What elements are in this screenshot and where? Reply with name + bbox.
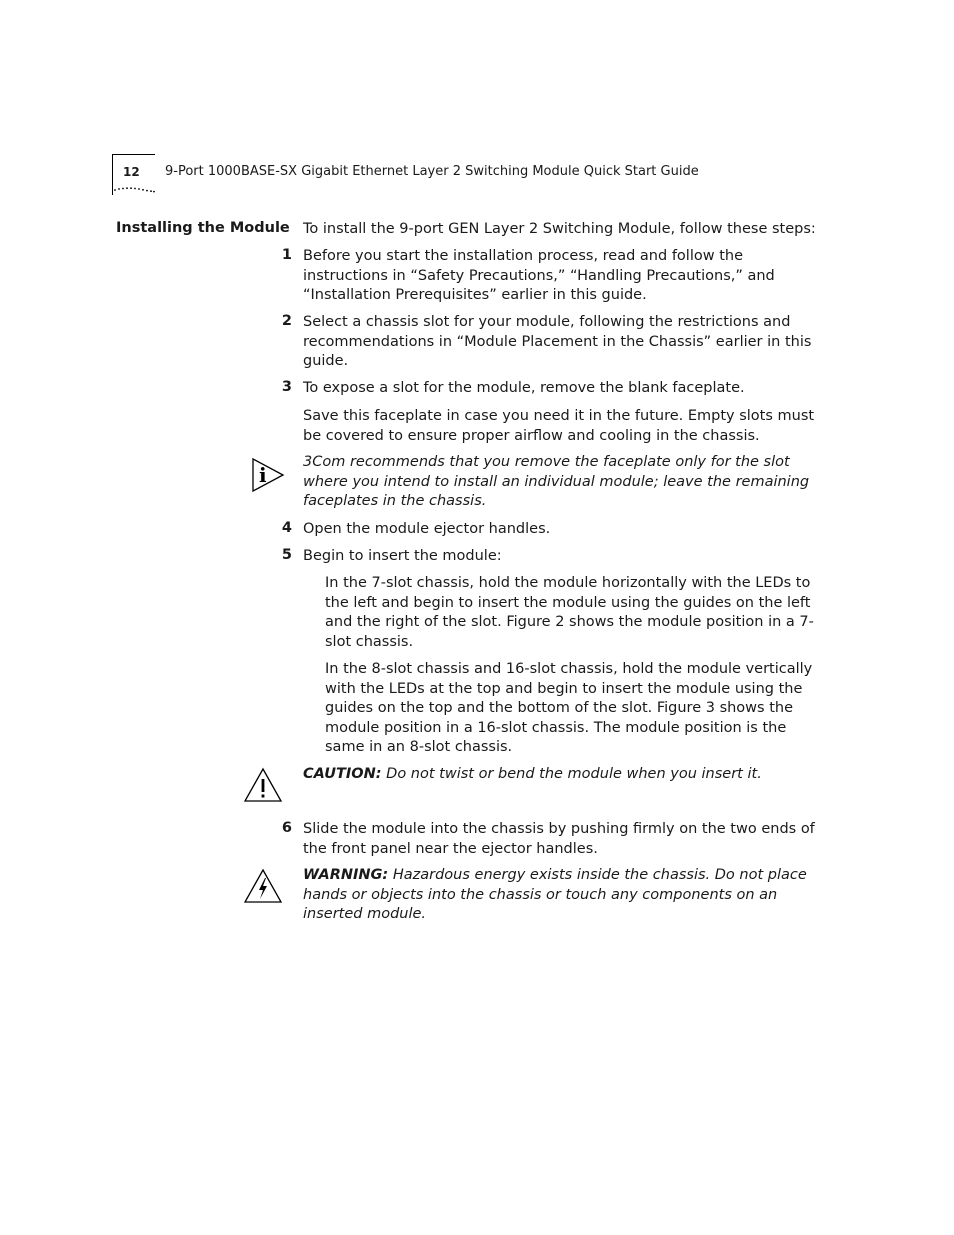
caution-icon bbox=[243, 767, 283, 803]
section-intro: To install the 9-port GEN Layer 2 Switching Module, follow these steps: bbox=[303, 221, 816, 237]
warning-label: WARNING: bbox=[303, 867, 389, 883]
step-number: 5 bbox=[281, 547, 292, 563]
step-text: Before you start the installation process, read and follow the instructions in “Safety Precautions,” “Handling Precautions,” and “Installation Prerequisites” earlier in this guide. bbox=[303, 248, 775, 303]
warning-icon bbox=[243, 868, 283, 904]
step-number: 4 bbox=[281, 520, 292, 536]
warning-note bbox=[303, 866, 818, 925]
caution-note bbox=[303, 765, 818, 785]
step-text: Select a chassis slot for your module, following the restrictions and recommendations in “Module Placement in the Chassis” earlier in this guide. bbox=[303, 314, 812, 369]
section-heading: Installing the Module bbox=[116, 220, 290, 236]
info-icon bbox=[250, 456, 286, 494]
substep-text: In the 8-slot chassis and 16-slot chassis, hold the module vertically with the LEDs at the top and begin to insert the module using the guides on the top and the bottom of the slot. Figure 3 shows the module position in a 16-slot chassis. The module position is the same in an 8-slot chassis. bbox=[325, 661, 813, 755]
step-number: 2 bbox=[281, 313, 292, 329]
step-text: Open the module ejector handles. bbox=[303, 521, 551, 537]
header-dots bbox=[112, 186, 156, 194]
page-number: 12 bbox=[123, 165, 140, 179]
caution-text: Do not twist or bend the module when you insert it. bbox=[381, 766, 762, 782]
warning-text: Hazardous energy exists inside the chassis. Do not place hands or objects into the chassis or touch any components on an inserted module. bbox=[303, 867, 807, 922]
info-note-text: 3Com recommends that you remove the faceplate only for the slot where you intend to install an individual module; leave the remaining faceplates in the chassis. bbox=[303, 454, 810, 509]
step-extra-text: Save this faceplate in case you need it in the future. Empty slots must be covered to ensure proper airflow and cooling in the chassis. bbox=[303, 408, 815, 444]
caution-label: CAUTION: bbox=[303, 766, 382, 782]
step-number: 6 bbox=[281, 820, 292, 836]
svg-text:i: i bbox=[259, 463, 267, 487]
step-number: 3 bbox=[281, 379, 292, 395]
substep-text: In the 7-slot chassis, hold the module horizontally with the LEDs to the left and begin to insert the module using the guides on the left and the right of the slot. Figure 2 shows the module position in a 7-slot chassis. bbox=[325, 575, 814, 650]
step-text: To expose a slot for the module, remove the blank faceplate. bbox=[303, 380, 745, 396]
running-title: 9-Port 1000BASE-SX Gigabit Ethernet Layer 2 Switching Module Quick Start Guide bbox=[165, 164, 699, 179]
step-number: 1 bbox=[281, 247, 292, 263]
step-text: Begin to insert the module: bbox=[303, 548, 502, 564]
step-text: Slide the module into the chassis by pushing firmly on the two ends of the front panel near the ejector handles. bbox=[303, 821, 815, 857]
